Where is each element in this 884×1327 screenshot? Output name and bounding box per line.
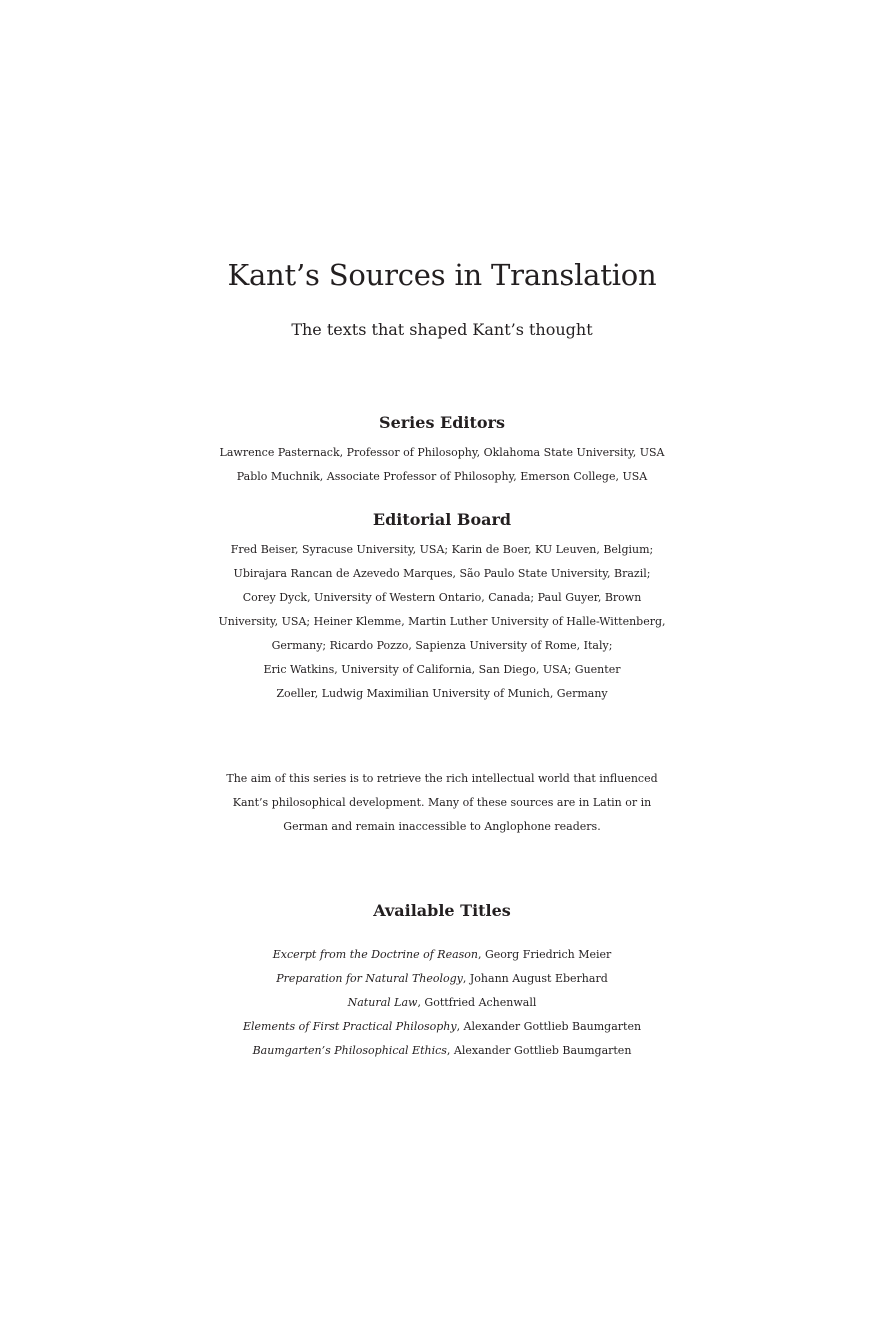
aim-line: German and remain inaccessible to Anglophone readers. xyxy=(283,820,601,833)
aim-line: The aim of this series is to retrieve the rich intellectual world that influenced xyxy=(226,772,658,785)
editorial-board-line: University, USA; Heiner Klemme, Martin Luther University of Halle-Wittenberg, xyxy=(218,615,666,628)
book-title: Elements of First Practical Philosophy xyxy=(242,1020,457,1033)
book-author: , Gottfried Achenwall xyxy=(417,996,537,1009)
editorial-board-list xyxy=(0,538,884,706)
title-entry xyxy=(0,1039,884,1063)
series-subtitle: The texts that shaped Kant’s thought xyxy=(291,320,593,339)
series-editors-heading: Series Editors xyxy=(379,413,505,432)
editorial-board-line: Corey Dyck, University of Western Ontario, Canada; Paul Guyer, Brown xyxy=(242,591,642,604)
series-editors-list xyxy=(0,441,884,489)
book-title: Baumgarten’s Philosophical Ethics xyxy=(252,1044,447,1057)
editorial-board-line: Fred Beiser, Syracuse University, USA; Karin de Boer, KU Leuven, Belgium; xyxy=(230,543,654,556)
title-entry xyxy=(0,967,884,991)
title-entry xyxy=(0,1015,884,1039)
editorial-board-line: Eric Watkins, University of California, San Diego, USA; Guenter xyxy=(263,663,621,676)
book-author: , Georg Friedrich Meier xyxy=(478,948,612,961)
book-title: Excerpt from the Doctrine of Reason xyxy=(272,948,479,961)
aim-line: Kant’s philosophical development. Many of these sources are in Latin or in xyxy=(232,796,652,809)
editorial-board-line: Ubirajara Rancan de Azevedo Marques, São Paulo State University, Brazil; xyxy=(233,567,651,580)
series-title: Kant’s Sources in Translation xyxy=(227,258,657,292)
editorial-board-heading: Editorial Board xyxy=(372,510,512,529)
editorial-board-line: Germany; Ricardo Pozzo, Sapienza University of Rome, Italy; xyxy=(271,639,613,652)
series-aim-paragraph xyxy=(0,767,884,839)
book-author: , Alexander Gottlieb Baumgarten xyxy=(456,1020,642,1033)
title-entry xyxy=(0,943,884,967)
book-author: , Johann August Eberhard xyxy=(462,972,608,985)
series-editor-line: Lawrence Pasternack, Professor of Philosophy, Oklahoma State University, USA xyxy=(219,446,665,459)
book-title: Preparation for Natural Theology xyxy=(276,972,463,985)
title-entry xyxy=(0,991,884,1015)
book-title: Natural Law xyxy=(347,996,418,1009)
editorial-board-line: Zoeller, Ludwig Maximilian University of Munich, Germany xyxy=(276,687,608,700)
series-editor-line: Pablo Muchnik, Associate Professor of Philosophy, Emerson College, USA xyxy=(236,470,648,483)
available-titles-heading: Available Titles xyxy=(373,901,511,920)
available-titles-list xyxy=(0,943,884,1063)
book-author: , Alexander Gottlieb Baumgarten xyxy=(446,1044,632,1057)
